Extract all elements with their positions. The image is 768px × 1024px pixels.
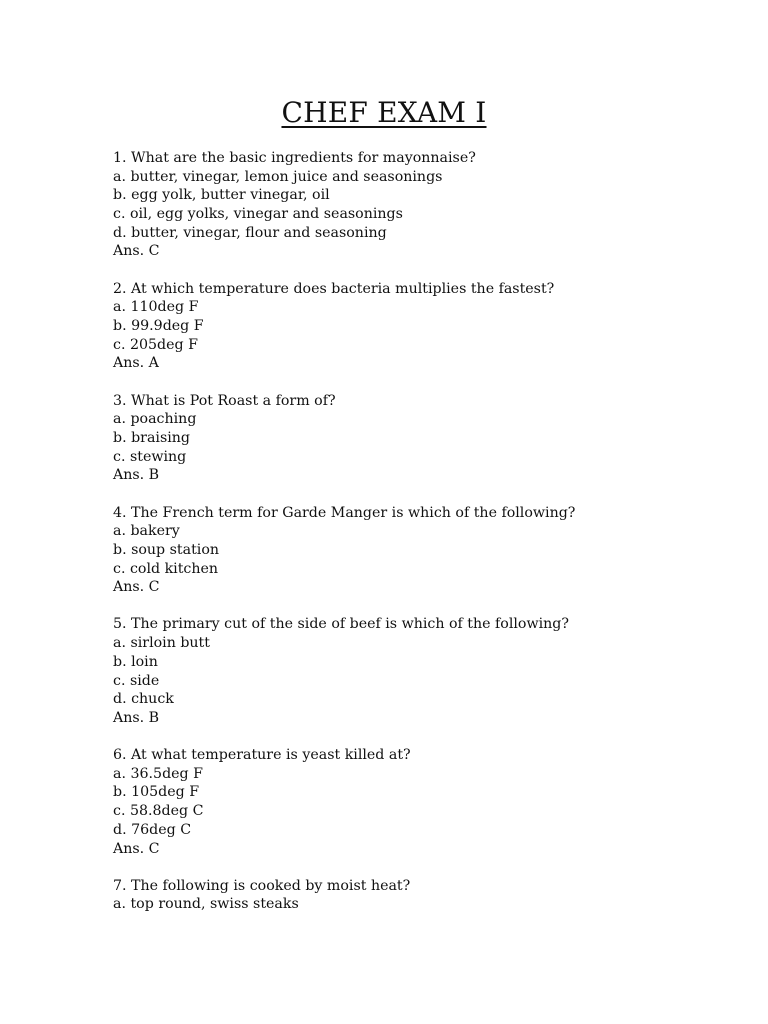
answer-key: Ans. A [113, 355, 159, 372]
answer-option: b. 99.9deg F [113, 318, 204, 334]
question-text: 5. The primary cut of the side of beef is which of the following? [113, 616, 569, 633]
answer-option: a. 36.5deg F [113, 765, 203, 782]
answer-option: a. bakery [113, 523, 180, 540]
answer-key: Ans. B [113, 709, 160, 726]
answer-option: b. braising [113, 429, 190, 446]
answer-option: d. chuck [113, 691, 174, 708]
answer-option: c. 205deg F [113, 336, 198, 353]
question-block [113, 392, 733, 485]
answer-key: Ans. C [113, 579, 160, 596]
answer-option: c. oil, egg yolks, vinegar and seasonings [113, 206, 403, 223]
page-title: CHEF EXAM I [281, 96, 487, 129]
answer-key: Ans. C [113, 243, 160, 260]
question-block [113, 615, 733, 727]
question-text: 4. The French term for Garde Manger is which of the following? [113, 504, 576, 521]
question-text: 2. At which temperature does bacteria multiplies the fastest? [113, 280, 555, 297]
question-text: 6. At what temperature is yeast killed at? [113, 747, 411, 764]
answer-option: d. 76deg C [113, 821, 192, 838]
answer-option: d. butter, vinegar, flour and seasoning [113, 224, 387, 241]
answer-option: c. stewing [113, 448, 187, 465]
question-block [113, 280, 733, 373]
question-block [113, 504, 733, 597]
answer-key: Ans. C [113, 840, 160, 857]
answer-option: c. side [113, 672, 160, 689]
answer-option: a. 110deg F [113, 299, 199, 316]
question-block [113, 746, 733, 858]
answer-option: a. butter, vinegar, lemon juice and seasonings [113, 168, 443, 185]
answer-option: c. 58.8deg C [113, 803, 204, 820]
answer-option: b. soup station [113, 541, 220, 558]
question-text: 1. What are the basic ingredients for mayonnaise? [113, 150, 476, 166]
question-list [113, 149, 733, 933]
answer-option: b. egg yolk, butter vinegar, oil [113, 187, 330, 204]
answer-option: a. poaching [113, 411, 197, 428]
answer-option: b. 105deg F [113, 784, 200, 801]
question-text: 3. What is Pot Roast a form of? [113, 392, 336, 409]
answer-option: a. top round, swiss steaks [113, 896, 299, 913]
question-text: 7. The following is cooked by moist heat? [113, 877, 411, 894]
answer-option: b. loin [113, 653, 158, 670]
answer-option: c. cold kitchen [113, 560, 219, 577]
question-block [113, 149, 733, 261]
answer-key: Ans. B [113, 467, 160, 484]
question-block [113, 877, 733, 914]
answer-option: a. sirloin butt [113, 635, 210, 652]
